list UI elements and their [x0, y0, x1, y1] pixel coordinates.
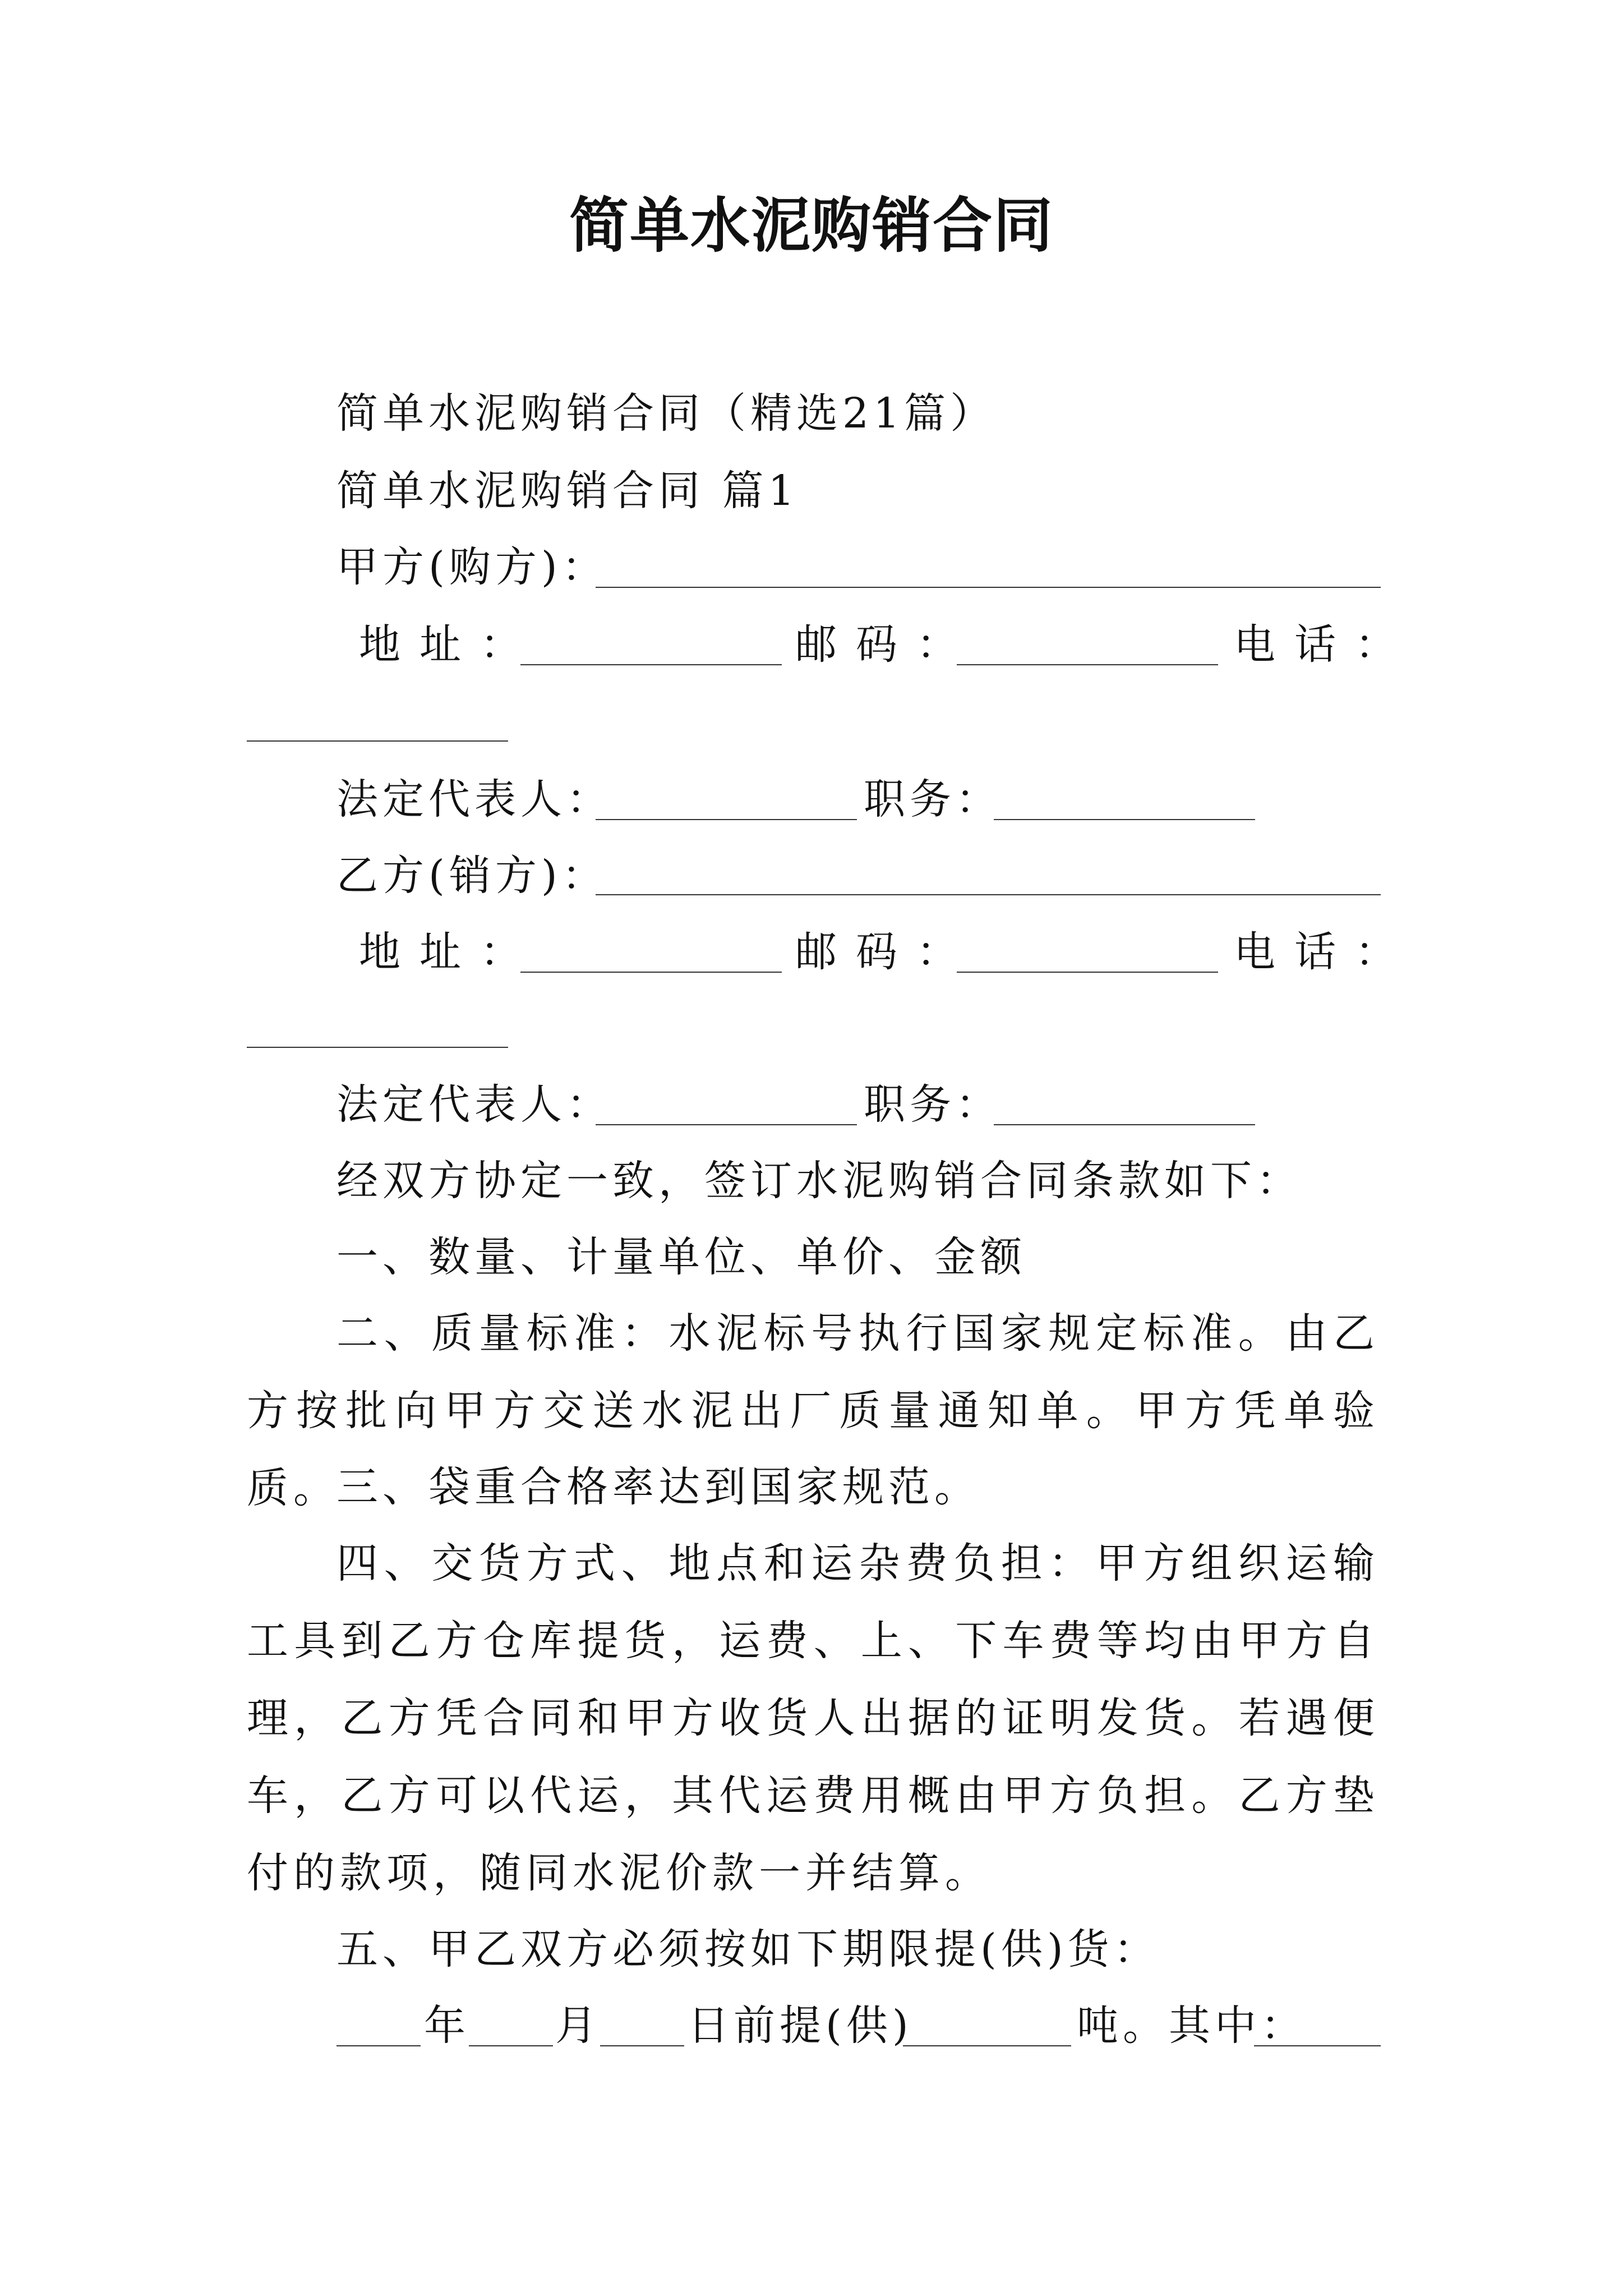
schedule-month-blank [469, 2045, 553, 2046]
subtitle: 简单水泥购销合同（精选21篇） [336, 389, 997, 438]
document-title: 简单水泥购销合同 [569, 191, 1054, 260]
party-b-blank [596, 894, 1381, 895]
party-b-position-blank [994, 1124, 1255, 1125]
party-b-phone-blank [247, 1047, 508, 1048]
schedule-detail-blank [1254, 2045, 1381, 2046]
party-b-rep-label: 法定代表人： [336, 1080, 612, 1129]
party-a-address-label: 地址： [359, 620, 541, 669]
party-a-postcode-label: 邮码： [795, 620, 977, 669]
section-heading: 简单水泥购销合同 篇1 [336, 467, 799, 515]
schedule-day-label: 日前提(供) [688, 2001, 913, 2050]
party-a-postcode-blank [957, 664, 1218, 665]
schedule-month-label: 月 [555, 2001, 601, 2050]
party-b-postcode-blank [957, 972, 1218, 973]
party-a-blank [596, 587, 1381, 588]
party-a-rep-blank [596, 819, 857, 820]
clause-3: 三、袋重合格率达到国家规范。 [336, 1463, 980, 1511]
party-b-phone-label: 电话： [1234, 928, 1415, 976]
party-b-address-blank [520, 972, 782, 973]
party-b-rep-blank [596, 1124, 857, 1125]
party-b-address-label: 地址： [359, 928, 541, 976]
party-b-postcode-label: 邮码： [795, 928, 977, 976]
schedule-year-label: 年 [424, 2001, 470, 2050]
party-a-label: 甲方(购方)： [336, 543, 608, 591]
party-a-phone-label: 电话： [1234, 620, 1415, 669]
party-a-phone-blank [247, 740, 508, 742]
schedule-day-blank [600, 2045, 684, 2046]
party-b-position-label: 职务： [864, 1080, 1002, 1129]
schedule-ton-blank [903, 2045, 1071, 2046]
intro-text: 经双方协定一致，签订水泥购销合同条款如下： [336, 1157, 1302, 1205]
party-a-position-blank [994, 819, 1255, 820]
clause-2: 二、质量标准：水泥标号执行国家规定标准。由乙方按批向甲方交送水泥出厂质量通知单。甲方凭单验质。 [247, 1309, 1380, 1512]
schedule-ton-label: 吨。其中： [1077, 2001, 1307, 2050]
party-a-position-label: 职务： [864, 775, 1002, 823]
clause-4: 四、交货方式、地点和运杂费负担：甲方组织运输工具到乙方仓库提货，运费、上、下车费等均由甲方自理，乙方凭合同和甲方收货人出据的证明发货。若遇便车，乙方可以代运，其代运费用概由甲方负担。乙方垫付的款项，随同水泥价款一并结算。 [247, 1539, 1380, 1897]
clause-5: 五、甲乙双方必须按如下期限提(供)货： [336, 1925, 1160, 1973]
schedule-year-blank [336, 2045, 421, 2046]
party-a-rep-label: 法定代表人： [336, 775, 612, 823]
clause-1: 一、数量、计量单位、单价、金额 [336, 1233, 1026, 1281]
party-a-address-blank [520, 664, 782, 665]
party-b-label: 乙方(销方)： [336, 852, 608, 900]
